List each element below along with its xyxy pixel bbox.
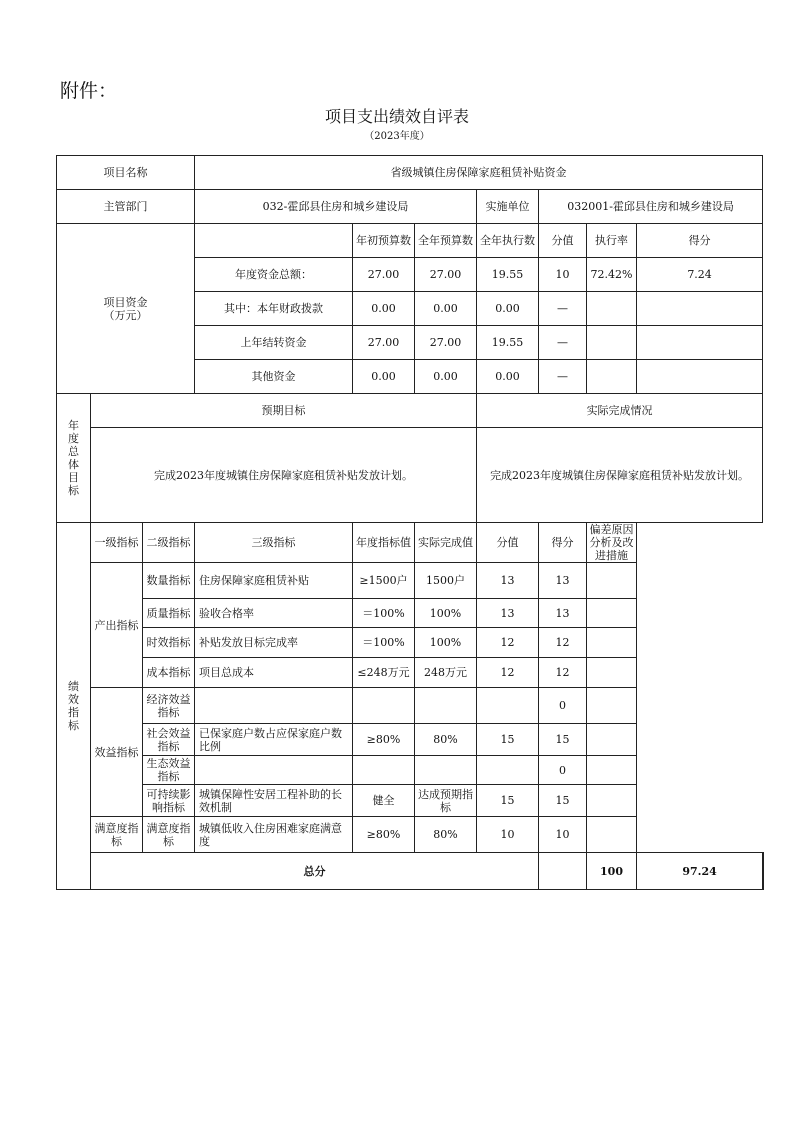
indicator-value xyxy=(477,688,539,724)
funds-score xyxy=(637,292,763,326)
total-value: 100 xyxy=(587,853,637,890)
funds-header-blank xyxy=(195,224,353,258)
total-blank xyxy=(539,853,587,890)
indicator-target: ≤248万元 xyxy=(353,658,415,688)
indicator-l2: 成本指标 xyxy=(143,658,195,688)
indicator-row xyxy=(57,817,764,853)
indicator-score: 12 xyxy=(539,628,587,658)
indicator-l2: 数量指标 xyxy=(143,563,195,599)
indicator-note xyxy=(587,817,637,853)
indicator-row xyxy=(57,599,764,628)
indicator-target xyxy=(353,756,415,785)
ind-header-actual: 实际完成值 xyxy=(415,523,477,563)
project-name-label: 项目名称 xyxy=(57,156,195,190)
ind-header-l3: 三级指标 xyxy=(195,523,353,563)
indicator-actual: 80% xyxy=(415,817,477,853)
indicator-target: ＝100% xyxy=(353,599,415,628)
expected-goal: 完成2023年度城镇住房保障家庭租赁补贴发放计划。 xyxy=(91,428,477,523)
indicator-note xyxy=(587,628,637,658)
ind-header-l2: 二级指标 xyxy=(143,523,195,563)
indicator-l3: 补贴发放目标完成率 xyxy=(195,628,353,658)
indicator-value: 13 xyxy=(477,599,539,628)
indicator-l3: 验收合格率 xyxy=(195,599,353,628)
funds-annual: 0.00 xyxy=(415,292,477,326)
project-name: 省级城镇住房保障家庭租赁补贴资金 xyxy=(195,156,763,190)
funds-row-label: 其中：本年财政拨款 xyxy=(195,292,353,326)
indicator-row xyxy=(57,688,764,724)
total-note xyxy=(763,853,764,890)
indicator-value: 15 xyxy=(477,785,539,817)
indicator-actual: 达成预期指标 xyxy=(415,785,477,817)
indicator-l2: 质量指标 xyxy=(143,599,195,628)
indicator-score: 10 xyxy=(539,817,587,853)
funds-executed: 0.00 xyxy=(477,360,539,394)
year-note: （2023年度） xyxy=(364,131,430,142)
funds-label xyxy=(57,224,195,394)
ind-header-value: 分值 xyxy=(477,523,539,563)
impl-value: 032001-霍邱县住房和城乡建设局 xyxy=(539,190,763,224)
funds-executed: 0.00 xyxy=(477,292,539,326)
indicator-actual: 100% xyxy=(415,628,477,658)
funds-score-value: 10 xyxy=(539,258,587,292)
funds-rate xyxy=(587,360,637,394)
funds-score: 7.24 xyxy=(637,258,763,292)
indicator-l2: 社会效益指标 xyxy=(143,724,195,756)
dept-value: 032-霍邱县住房和城乡建设局 xyxy=(195,190,477,224)
level1-output: 产出指标 xyxy=(91,563,143,688)
funds-executed: 19.55 xyxy=(477,258,539,292)
indicator-score: 13 xyxy=(539,599,587,628)
indicator-l3: 住房保障家庭租赁补贴 xyxy=(195,563,353,599)
indicator-value: 12 xyxy=(477,658,539,688)
funds-row-label: 上年结转资金 xyxy=(195,326,353,360)
total-score: 97.24 xyxy=(637,853,763,890)
funds-initial: 27.00 xyxy=(353,326,415,360)
goals-label xyxy=(57,394,91,523)
indicator-row xyxy=(57,563,764,599)
funds-row-label: 其他资金 xyxy=(195,360,353,394)
funds-annual: 27.00 xyxy=(415,258,477,292)
funds-score xyxy=(637,326,763,360)
funds-annual: 27.00 xyxy=(415,326,477,360)
indicator-value: 10 xyxy=(477,817,539,853)
indicator-score: 0 xyxy=(539,688,587,724)
indicator-note xyxy=(587,658,637,688)
indicator-value: 15 xyxy=(477,724,539,756)
indicator-actual: 100% xyxy=(415,599,477,628)
indicator-value: 12 xyxy=(477,628,539,658)
indicator-score: 15 xyxy=(539,724,587,756)
indicator-l3 xyxy=(195,756,353,785)
indicator-l2: 可持续影响指标 xyxy=(143,785,195,817)
funds-initial: 0.00 xyxy=(353,292,415,326)
impl-label: 实施单位 xyxy=(477,190,539,224)
funds-score-value: — xyxy=(539,360,587,394)
indicator-score: 0 xyxy=(539,756,587,785)
indicator-row xyxy=(57,756,764,785)
funds-score-value: — xyxy=(539,292,587,326)
goals-label-text: 年度总体目标 xyxy=(68,419,79,497)
indicator-target: 健全 xyxy=(353,785,415,817)
indicator-l3: 已保家庭户数占应保家庭户数比例 xyxy=(195,724,353,756)
indicator-note xyxy=(587,563,637,599)
ind-header-l1: 一级指标 xyxy=(91,523,143,563)
indicator-l2: 生态效益指标 xyxy=(143,756,195,785)
indicator-l2: 满意度指标 xyxy=(143,817,195,853)
indicator-l3: 项目总成本 xyxy=(195,658,353,688)
indicator-note xyxy=(587,785,637,817)
indicator-target: ≥80% xyxy=(353,817,415,853)
funds-header-value: 分值 xyxy=(539,224,587,258)
funds-executed: 19.55 xyxy=(477,326,539,360)
indicator-target: ≥80% xyxy=(353,724,415,756)
ind-header-target: 年度指标值 xyxy=(353,523,415,563)
funds-score xyxy=(637,360,763,394)
indicator-l2: 经济效益指标 xyxy=(143,688,195,724)
funds-header-annual: 全年预算数 xyxy=(415,224,477,258)
funds-rate xyxy=(587,326,637,360)
attachment-label: 附件： xyxy=(60,80,118,102)
evaluation-table xyxy=(56,155,764,890)
funds-row-label: 年度资金总额： xyxy=(195,258,353,292)
actual-goal-header: 实际完成情况 xyxy=(477,394,763,428)
indicator-note xyxy=(587,688,637,724)
funds-label-text: 项目资金 （万元） xyxy=(103,295,148,322)
funds-rate: 72.42% xyxy=(587,258,637,292)
indicator-actual xyxy=(415,756,477,785)
indicator-note xyxy=(587,724,637,756)
dept-label: 主管部门 xyxy=(57,190,195,224)
page-title: 项目支出绩效自评表 xyxy=(324,107,469,126)
indicator-row xyxy=(57,658,764,688)
level1-satisfaction: 满意度指标 xyxy=(91,817,143,853)
funds-initial: 27.00 xyxy=(353,258,415,292)
funds-header-initial: 年初预算数 xyxy=(353,224,415,258)
indicator-score: 15 xyxy=(539,785,587,817)
funds-initial: 0.00 xyxy=(353,360,415,394)
indicator-l3: 城镇低收入住房困难家庭满意度 xyxy=(195,817,353,853)
indicator-l3 xyxy=(195,688,353,724)
expected-goal-header: 预期目标 xyxy=(91,394,477,428)
indicator-actual: 248万元 xyxy=(415,658,477,688)
indicator-score: 13 xyxy=(539,563,587,599)
indicator-target xyxy=(353,688,415,724)
indicators-label-text: 绩效指标 xyxy=(68,680,79,732)
funds-header-rate: 执行率 xyxy=(587,224,637,258)
indicator-row xyxy=(57,628,764,658)
total-label: 总分 xyxy=(91,853,539,890)
indicators-label xyxy=(57,523,91,890)
funds-annual: 0.00 xyxy=(415,360,477,394)
level1-benefit: 效益指标 xyxy=(91,688,143,817)
indicator-l2: 时效指标 xyxy=(143,628,195,658)
indicator-l3: 城镇保障性安居工程补助的长效机制 xyxy=(195,785,353,817)
funds-header-executed: 全年执行数 xyxy=(477,224,539,258)
indicator-value xyxy=(477,756,539,785)
indicator-score: 12 xyxy=(539,658,587,688)
indicator-value: 13 xyxy=(477,563,539,599)
ind-header-score: 得分 xyxy=(539,523,587,563)
funds-header-score: 得分 xyxy=(637,224,763,258)
indicator-actual xyxy=(415,688,477,724)
funds-rate xyxy=(587,292,637,326)
indicator-note xyxy=(587,756,637,785)
indicator-note xyxy=(587,599,637,628)
indicator-target: ≥1500户 xyxy=(353,563,415,599)
indicator-target: ＝100% xyxy=(353,628,415,658)
indicator-row xyxy=(57,724,764,756)
indicator-actual: 1500户 xyxy=(415,563,477,599)
actual-goal: 完成2023年度城镇住房保障家庭租赁补贴发放计划。 xyxy=(477,428,763,523)
ind-header-note: 偏差原因分析及改进措施 xyxy=(587,523,637,563)
indicator-row xyxy=(57,785,764,817)
funds-score-value: — xyxy=(539,326,587,360)
indicator-actual: 80% xyxy=(415,724,477,756)
